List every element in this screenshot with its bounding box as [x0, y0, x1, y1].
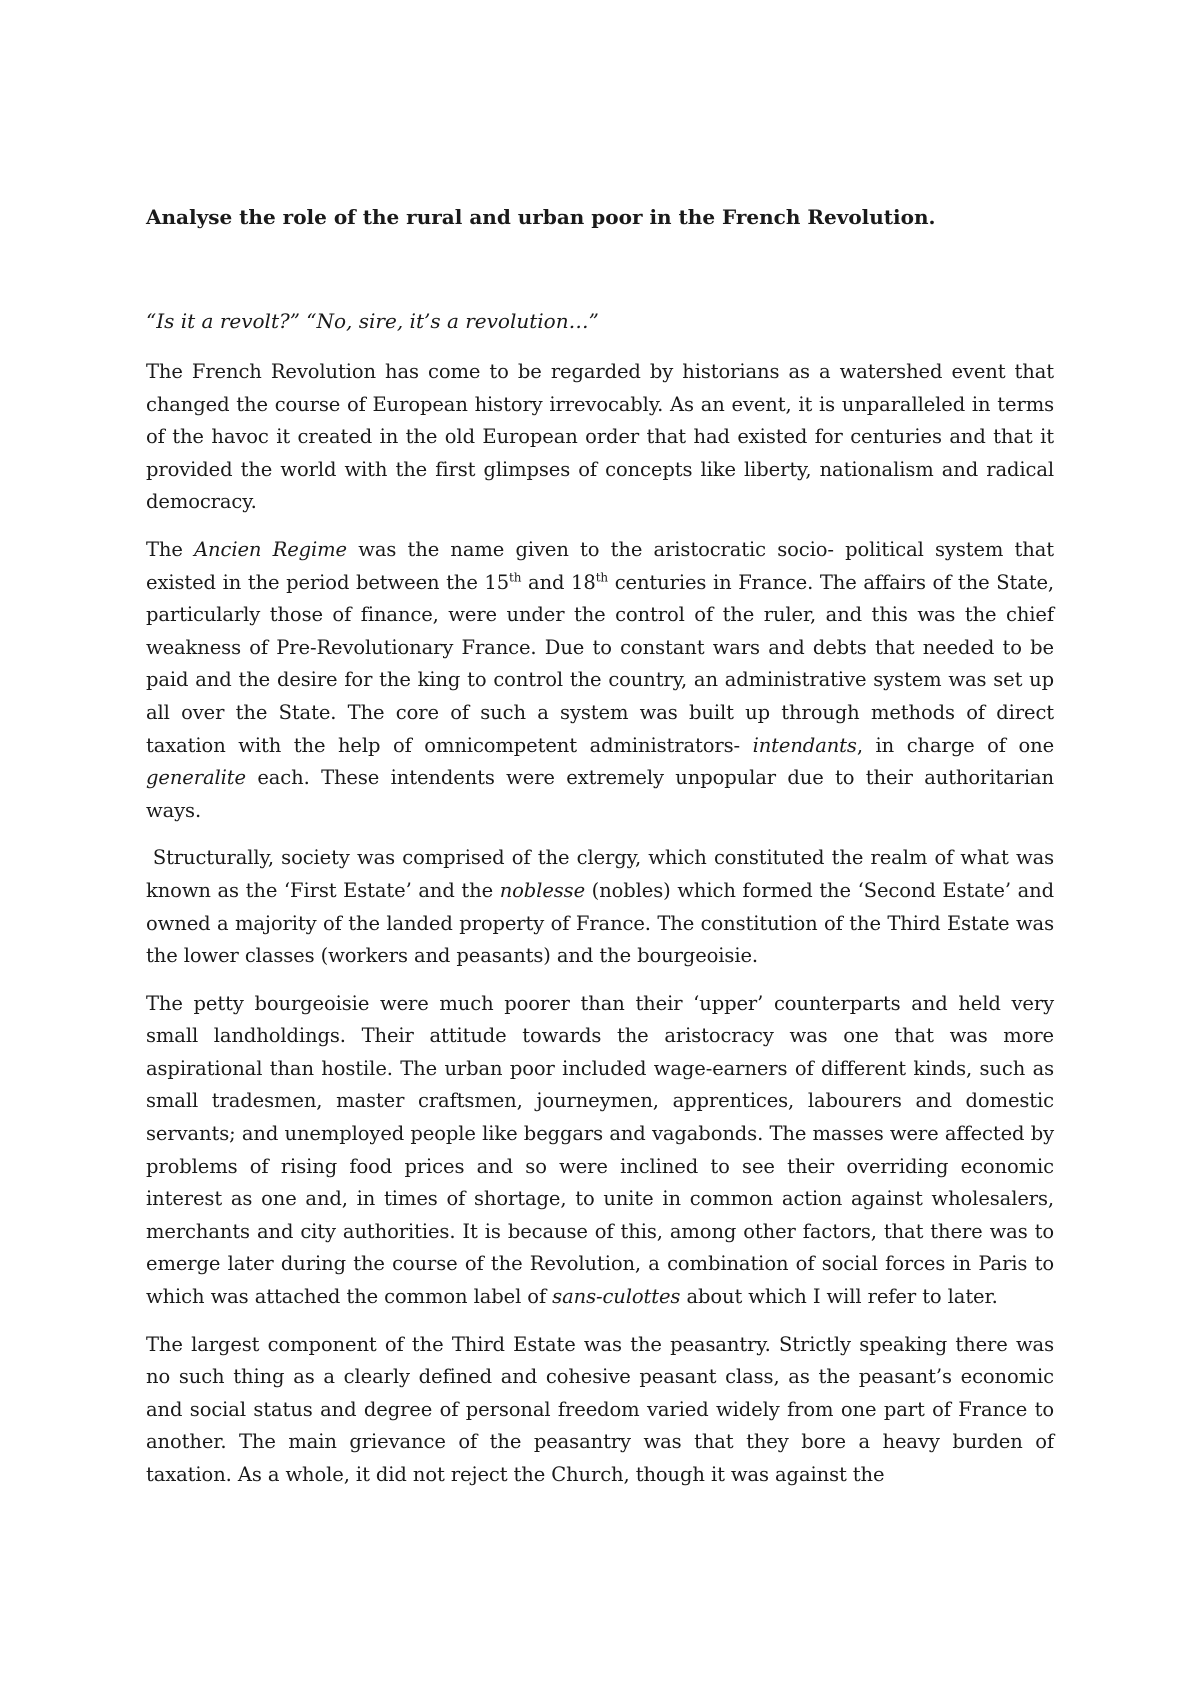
document-page: [146, 202, 1054, 1507]
p2-text-5: , in charge of one: [856, 733, 1055, 757]
p2-italic-intendants: intendants: [752, 733, 857, 757]
p2-text-4: centuries in France. The affairs of the State, particularly those of finance, were under the control of the ruler, and this was the chief weakness of Pre-Revolutionary France. Due to constant wars and debts that needed to be paid and the desire for the king to control the country, an administrative system was set up all over the State. The core of such a system was built up through methods of direct taxation with the help of omnicompetent administrators-: [146, 570, 1055, 757]
paragraph-4: [146, 988, 1054, 1314]
p3-italic-noblesse: noblesse: [499, 878, 586, 902]
p2-superscript-1: th: [509, 570, 522, 585]
paragraph-5: The largest component of the Third Estate was the peasantry. Strictly speaking there was no such thing as a clearly defined and cohesive peasant class, as the peasant’s economic and social status and degree of personal freedom varied widely from one part of France to another. The main grievance of the peasantry was that they bore a heavy burden of taxation. As a whole, it did not reject the Church, though it was against the: [146, 1332, 1054, 1486]
p2-italic-generalite: generalite: [146, 766, 246, 790]
essay-title: Analyse the role of the rural and urban poor in the French Revolution.: [146, 205, 936, 229]
epigraph-quote: “Is it a revolt?” “No, sire, it’s a revolution…”: [146, 309, 599, 333]
p3-text-1: Structurally, society was comprised of the clergy, which constituted the realm of what was known as the ‘First Estate’ and the: [146, 846, 1054, 902]
p3-text-2: (nobles) which formed the ‘Second Estate’ and owned a majority of the landed property of France. The constitution of the Third Estate was the lower classes (workers and peasants) and the bourgeoisie.: [146, 878, 1054, 968]
paragraph-3: [146, 842, 1054, 972]
p2-italic-ancien-regime: Ancien Regime: [194, 537, 347, 561]
p2-text-6: each. These intendents were extremely unpopular due to their authoritarian ways.: [146, 766, 1054, 822]
p4-text-2: about which I will refer to later.: [680, 1285, 998, 1309]
p2-text-1: The: [146, 537, 195, 561]
p4-text-1: The petty bourgeoisie were much poorer than their ‘upper’ counterparts and held very small landholdings. Their attitude towards the aristocracy was one that was more aspirational than hostile. The urban poor included wage-earners of different kinds, such as small tradesmen, master craftsmen, journeymen, apprentices, labourers and domestic servants; and unemployed people like beggars and vagabonds. The masses were affected by problems of rising food prices and so were inclined to see their overriding economic interest as one and, in times of shortage, to unite in common action against wholesalers, merchants and city authorities. It is because of this, among other factors, that there was to emerge later during the course of the Revolution, a combination of social forces in Paris to which was attached the common label of: [146, 991, 1054, 1309]
p2-text-2: was the name given to the aristocratic socio- political system that existed in the period between the 15: [146, 537, 1054, 594]
paragraph-2: [146, 534, 1054, 827]
p2-text-3: and 18: [521, 570, 596, 594]
paragraph-1: The French Revolution has come to be regarded by historians as a watershed event that changed the course of European history irrevocably. As an event, it is unparalleled in terms of the havoc it created in the old European order that had existed for centuries and that it provided the world with the first glimpses of concepts like liberty, nationalism and radical democracy.: [146, 360, 1054, 514]
p4-italic-sans-culottes: sans-culottes: [552, 1285, 681, 1309]
p2-superscript-2: th: [595, 570, 609, 585]
